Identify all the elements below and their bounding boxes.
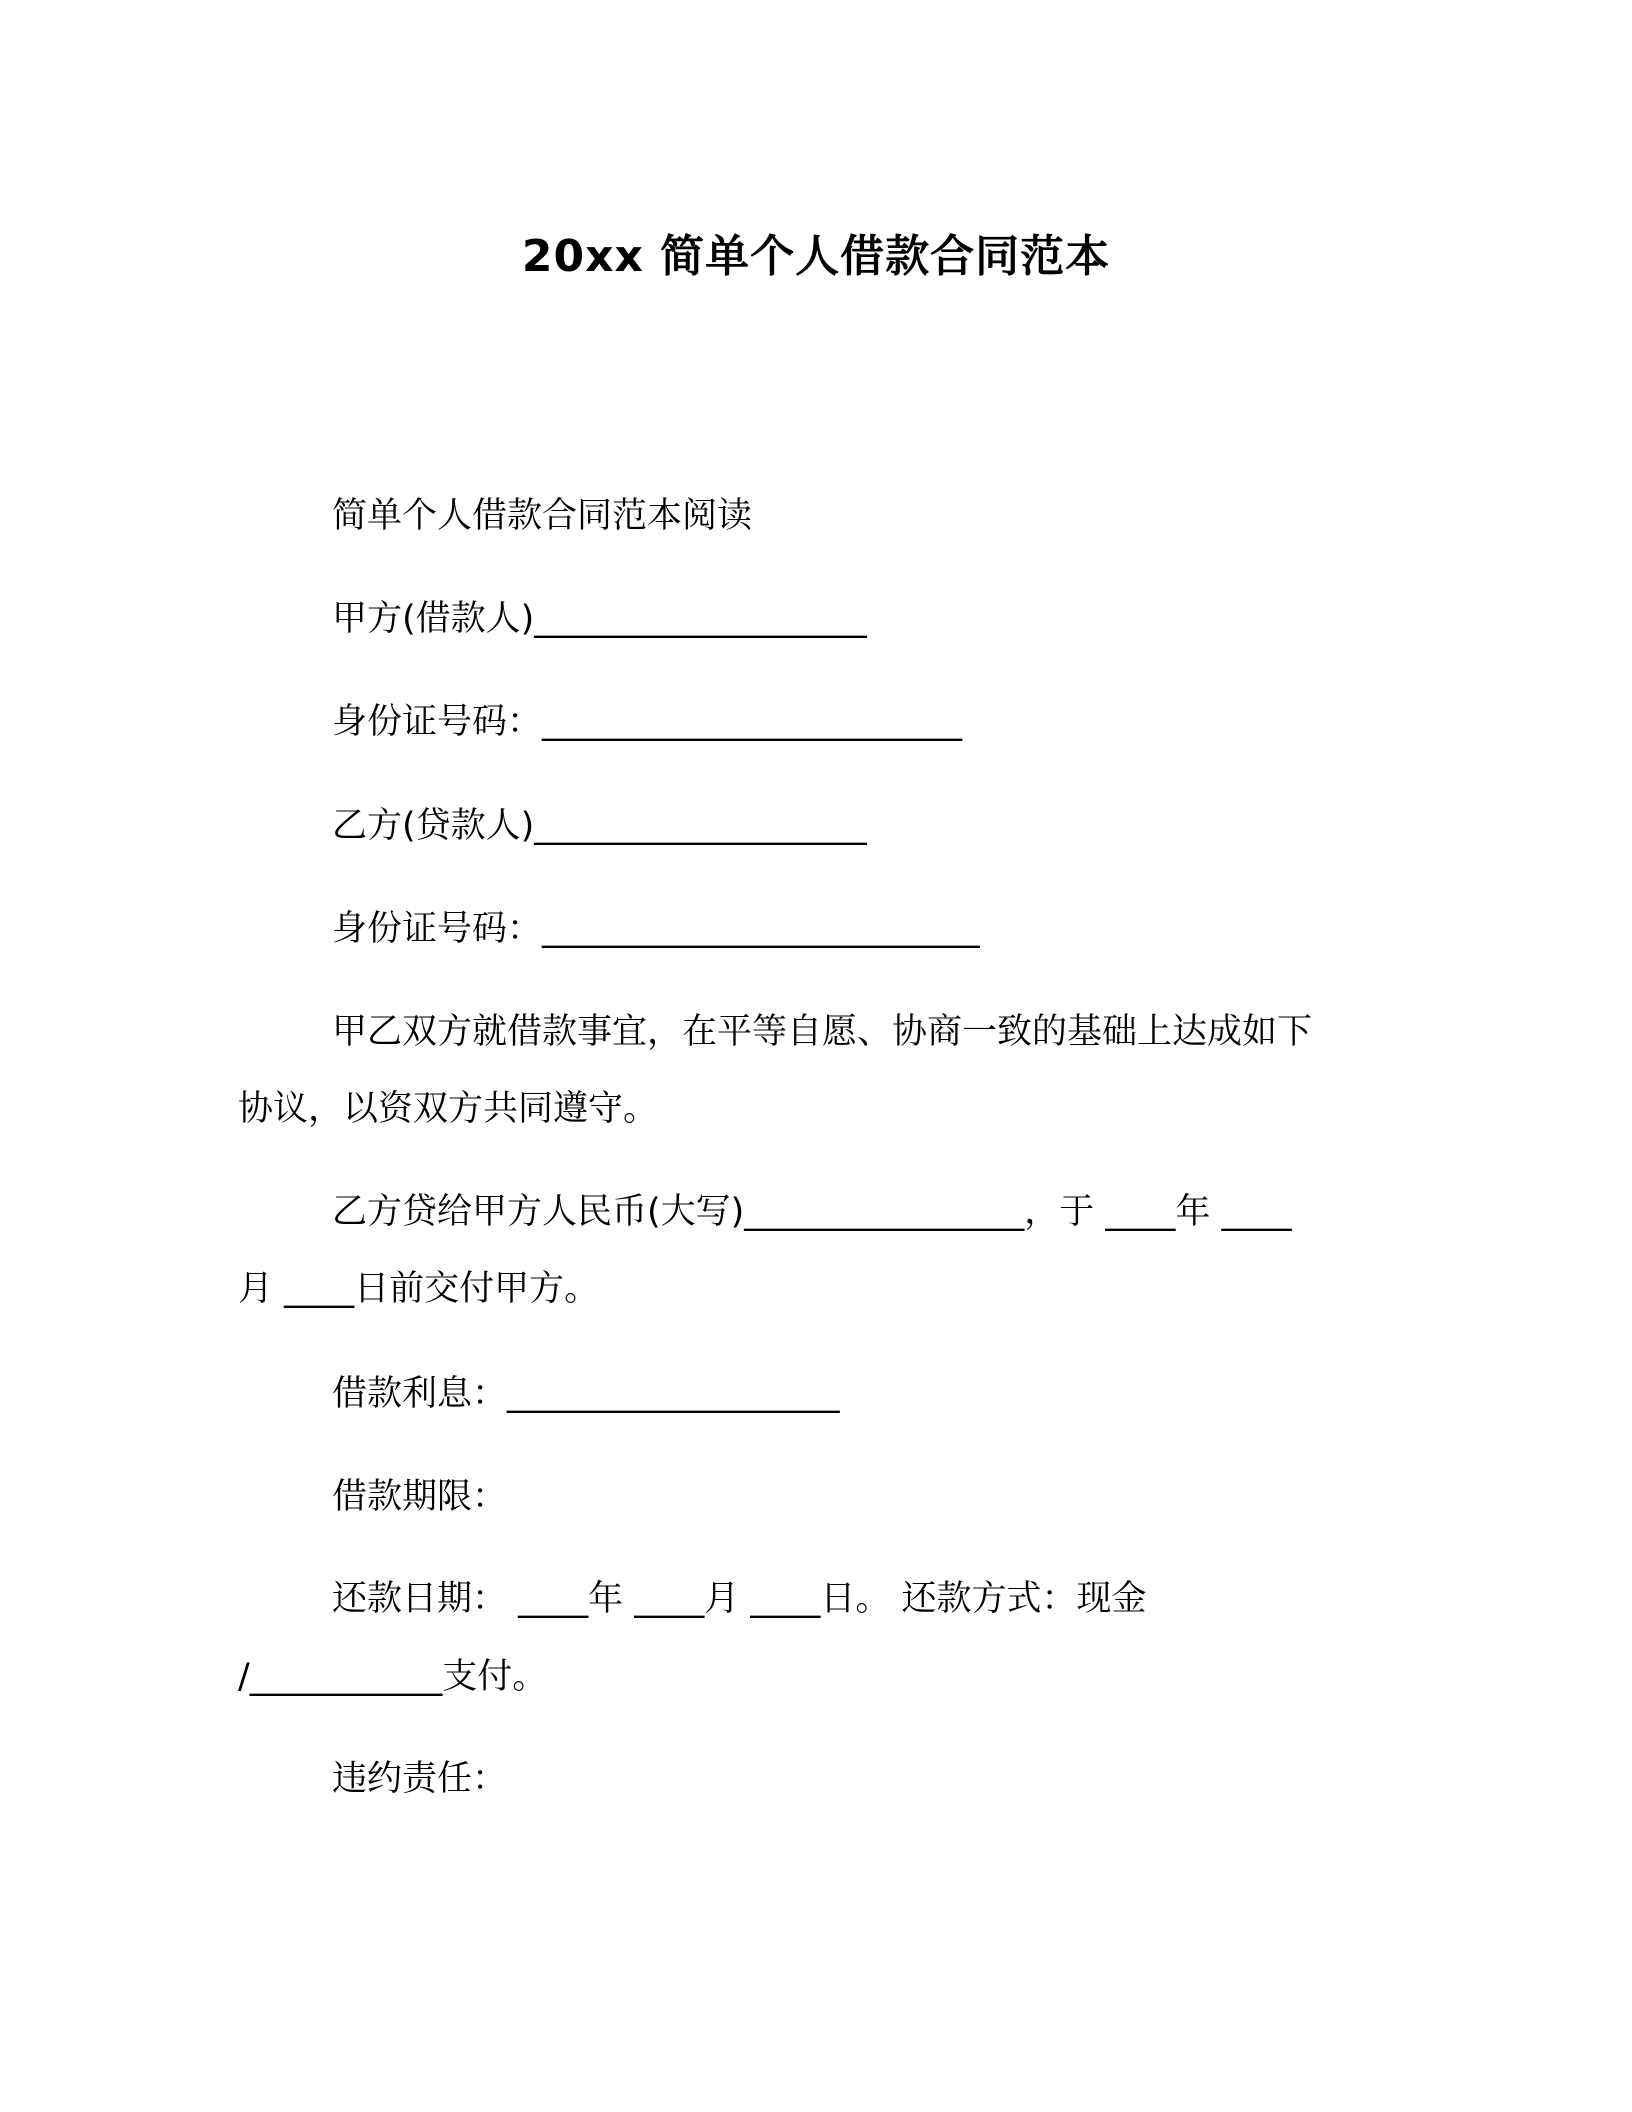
agreement-paragraph-line-1: 甲乙双方就借款事宜，在平等自愿、协商一致的基础上达成如下: [332, 1012, 1313, 1052]
loan-term-line: 借款期限：: [332, 1477, 508, 1517]
subtitle-line: 简单个人借款合同范本阅读: [332, 496, 753, 536]
party-a-id-line: 身份证号码：________________________: [332, 702, 963, 742]
loan-interest-line: 借款利息：___________________: [332, 1374, 840, 1414]
party-b-line: 乙方(贷款人)___________________: [332, 806, 867, 846]
document-title: 20xx 简单个人借款合同范本: [521, 231, 1111, 282]
repayment-line-1: 还款日期： ____年 ____月 ____日。 还款方式：现金: [332, 1579, 1147, 1619]
party-a-line: 甲方(借款人)___________________: [332, 599, 867, 639]
party-b-id-line: 身份证号码：_________________________: [332, 909, 980, 949]
loan-amount-line-2: 月 ____日前交付甲方。: [238, 1269, 600, 1309]
loan-amount-line-1: 乙方贷给甲方人民币(大写)________________，于 ____年 ____: [332, 1192, 1292, 1232]
breach-liability-line: 违约责任：: [332, 1759, 508, 1799]
agreement-paragraph-line-2: 协议，以资双方共同遵守。: [238, 1089, 659, 1129]
repayment-line-2: /___________支付。: [238, 1657, 548, 1697]
